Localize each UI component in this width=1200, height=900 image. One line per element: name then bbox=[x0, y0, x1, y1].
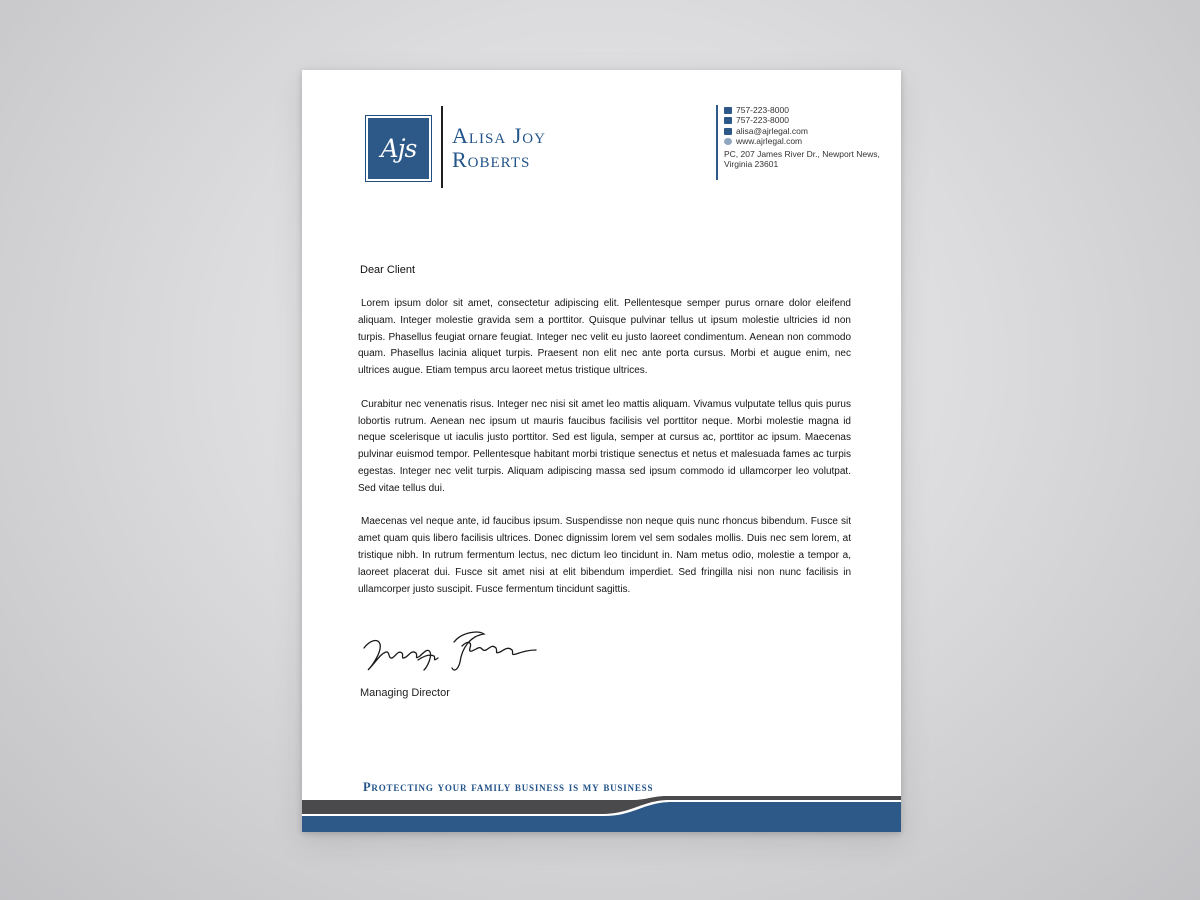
fax-icon bbox=[724, 117, 732, 124]
logo-monogram: Ajs bbox=[380, 134, 417, 163]
firm-name-line1: Alisa Joy bbox=[452, 123, 546, 148]
footer-wave-band bbox=[302, 796, 901, 832]
body-paragraph-3: Maecenas vel neque ante, id faucibus ipsum. Suspendisse non neque quis nunc rhoncus bibendum. Fusce sit amet quam quis libero facilisis ultrices. Donec dignissim lorem vel sem sodales mollis. Duis nec sem lorem, at tristique nibh. In rutrum fermentum lectus, nec dictum leo tincidunt in. Nam metus odio, molestie a tempor a, laoreet placerat dui. Fusce sit amet nisi at elit bibendum imperdiet. Sed fringilla nisi non nunc facilisis in ullamcorper justo suscipit. Fusce fermentum tincidunt sagittis. bbox=[358, 516, 851, 595]
firm-name bbox=[452, 124, 546, 172]
logo-divider bbox=[441, 106, 443, 188]
letterhead-page bbox=[302, 70, 901, 832]
globe-icon bbox=[724, 138, 732, 145]
contact-block bbox=[716, 105, 880, 180]
contact-email: alisa@ajrlegal.com bbox=[736, 125, 808, 136]
email-icon bbox=[724, 128, 732, 135]
contact-fax: 757-223-8000 bbox=[736, 115, 789, 126]
contact-phone: 757-223-8000 bbox=[736, 105, 789, 115]
contact-phone-row bbox=[724, 105, 880, 115]
footer-tagline: Protecting your family business is my business bbox=[363, 780, 654, 794]
contact-address bbox=[724, 149, 880, 170]
contact-web-row bbox=[724, 136, 880, 146]
signer-title: Managing Director bbox=[360, 687, 450, 699]
salutation: Dear Client bbox=[360, 264, 416, 276]
contact-website: www.ajrlegal.com bbox=[736, 136, 803, 147]
logo-monogram-fill bbox=[368, 118, 429, 179]
contact-fax-row bbox=[724, 115, 880, 125]
letter-body bbox=[358, 296, 851, 615]
firm-name-line2: Roberts bbox=[452, 147, 531, 172]
contact-address-line1: PC, 207 James River Dr., Newport News, bbox=[724, 148, 880, 159]
body-paragraph-1: Lorem ipsum dolor sit amet, consectetur adipiscing elit. Pellentesque semper purus ornare dolor eleifend aliquam. Integer molestie gravida sem a porttitor. Quisque pulvinar tellus ut ipsum molestie ultricies id non turpis. Phasellus feugiat ornare feugiat. Integer nec velit eu justo laoreet condimentum. Aenean non commodo quam. Phasellus lacinia aliquet turpis. Praesent non elit nec ante porta cursus. Morbi et augue enim, nec ultrices augue. Etiam tempus arcu laoreet metus tristique ultrices. bbox=[358, 298, 851, 377]
logo-monogram-box bbox=[365, 115, 432, 182]
body-paragraph-2: Curabitur nec venenatis risus. Integer nec nisi sit amet leo mattis aliquam. Vivamus vulputate tellus quis purus lobortis rutrum. Aenean nec ipsum ut mauris faucibus facilisis vel porttitor neque. Morbi molestie magna id neque scelerisque ut iaculis justo porttitor. Sed est ligula, semper at cursus ac, porttitor ac ipsum. Maecenas pulvinar euismod tempor. Pellentesque habitant morbi tristique senectus et netus et malesuada fames ac turpis egestas. Integer nec velit turpis. Aliquam adipiscing massa sed ipsum commodo id ullamcorper leo volutpat. Sed vitae tellus dui. bbox=[358, 398, 851, 494]
contact-address-line2: Virginia 23601 bbox=[724, 159, 779, 170]
phone-icon bbox=[724, 107, 732, 114]
contact-email-row bbox=[724, 126, 880, 136]
handwritten-signature bbox=[358, 626, 543, 678]
